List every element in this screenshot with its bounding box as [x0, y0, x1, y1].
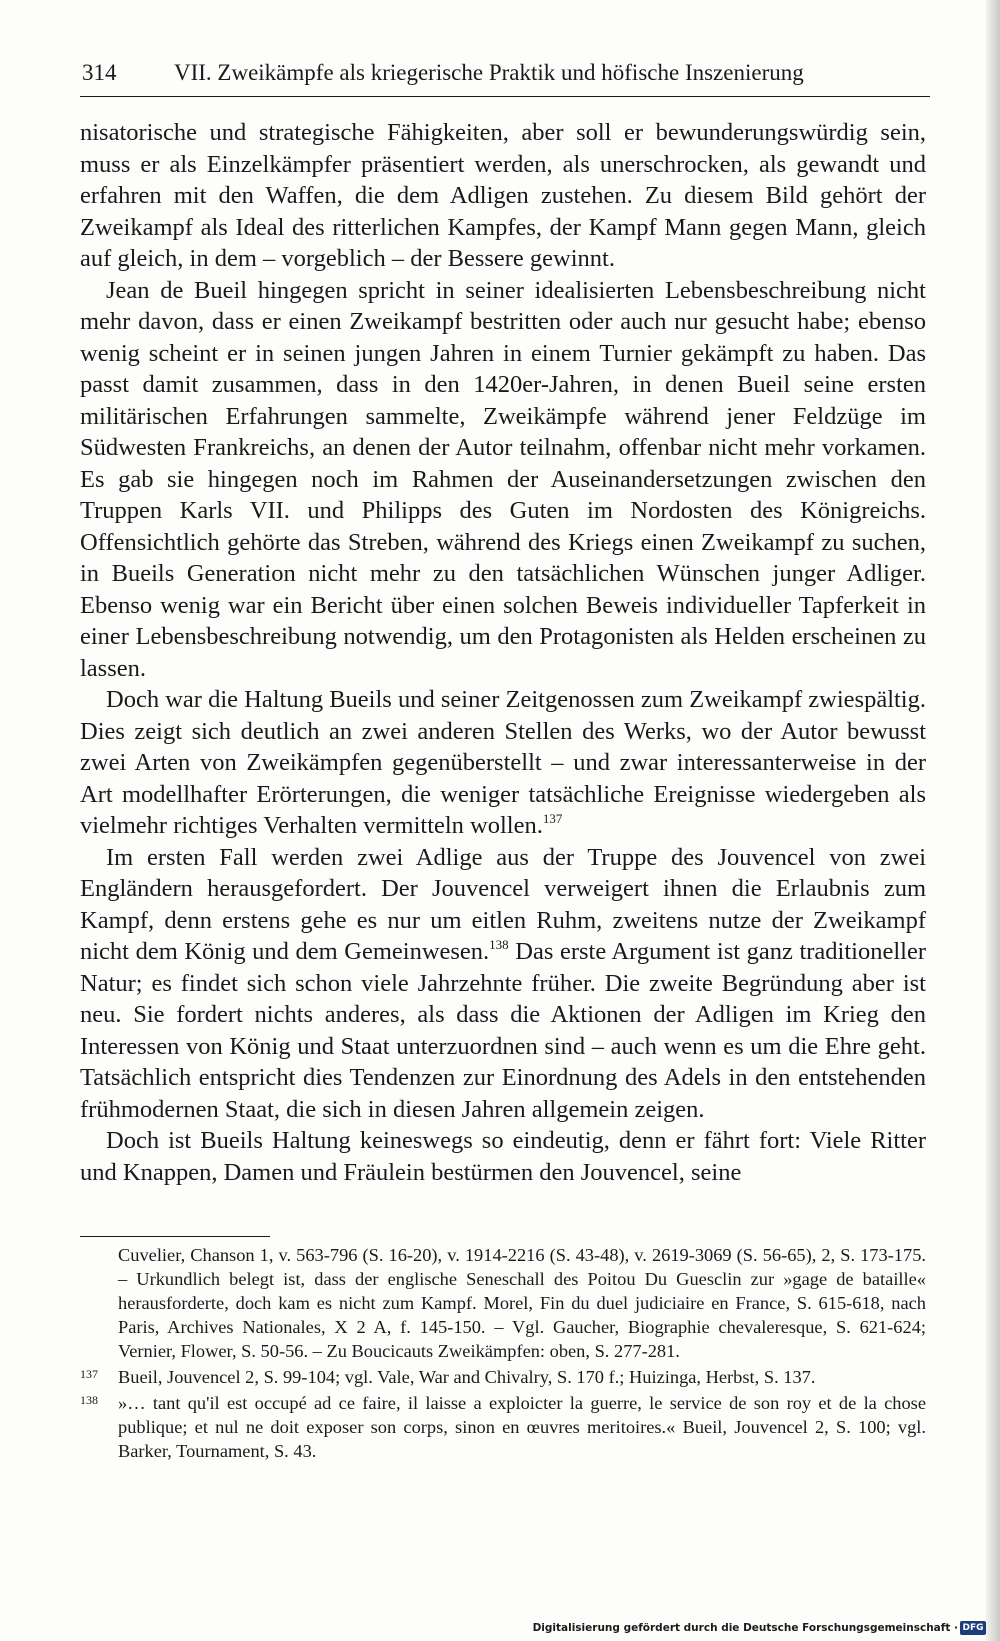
paragraph-3-text: Doch war die Haltung Bueils und seiner Zeitgenossen zum Zweikampf zwiespältig. Dies zeigt sich deutlich an zwei anderen Stellen des Werks, wo der Autor bewusst zwei Arten von Zweikämpfen gegenüberstellt – und zwar interessanterweise in der Art modellhafter Erörterungen, die weniger tatsächliche Ereignisse wiedergeben als vielmehr richtiges Verhalten vermitteln wollen.: [80, 686, 926, 839]
running-title: VII. Zweikämpfe als kriegerische Praktik und höfische Inszenierung: [174, 60, 804, 85]
footnote-text: Cuvelier, Chanson 1, v. 563-796 (S. 16-20), v. 1914-2216 (S. 43-48), v. 2619-3069 (S. 56-65), 2, S. 173-175. – Urkundlich belegt ist, dass der englische Seneschall des Poitou Du Guesclin zur »gage de bataille« herausforderte, doch kam es nicht zum Kampf. Morel, Fin du duel judiciaire en France, S. 615-618, nach Paris, Archives Nationales, X 2 A, f. 145-150. – Vgl. Gaucher, Biographie chevaleresque, S. 621-624; Vernier, Flower, S. 50-56. – Zu Boucicauts Zweikämpfen: oben, S. 277-281.: [118, 1245, 926, 1361]
footnote-136-continued: [80, 1243, 926, 1363]
footnote-137: [80, 1365, 926, 1389]
footnote-ref-138[interactable]: 138: [489, 937, 509, 952]
page-number: 314: [82, 60, 117, 85]
paragraph-4: [80, 842, 926, 1126]
footnotes: [80, 1243, 926, 1465]
main-text: [80, 117, 926, 1188]
footnote-138: [80, 1391, 926, 1463]
digitization-note: Digitalisierung gefördert durch die Deutsche Forschungsgemeinschaft ·: [532, 1622, 958, 1634]
scan-page-edge: [986, 0, 1000, 1641]
paragraph-4-text-b: Das erste Argument ist ganz traditioneller Natur; es findet sich schon viele Jahrzehnte früher. Die zweite Begründung aber ist neu. Sie fordert nichts anderes, als dass die Aktionen der Adligen im Krieg den Interessen von König und Staat unterzuordnen sind – auch wenn es um die Ehre geht. Tatsächlich entspricht dies Tendenzen zur Einordnung des Adels in den entstehenden frühmodernen Staat, die sich in diesen Jahren allgemein zeigen.: [80, 938, 926, 1123]
footnote-text: Bueil, Jouvencel 2, S. 99-104; vgl. Vale, War and Chivalry, S. 170 f.; Huizinga, Herbst, S. 137.: [118, 1367, 816, 1387]
header-rule: [80, 96, 930, 97]
footnote-rule: [80, 1236, 270, 1237]
paragraph-4-text-a: Im ersten Fall werden zwei Adlige aus der Truppe des Jouvencel von zwei Engländern herausgefordert. Der Jouvencel verweigert ihnen die Erlaubnis zum Kampf, denn erstens gehe es nur um eitlen Ruhm, zweitens nutze der Zweikampf nicht dem König und dem Gemeinwesen.: [80, 843, 926, 965]
footnote-text: »… tant qu'il est occupé ad ce faire, il laisse a exploicter la guerre, le service de son roy et de la chose publique; et nul ne doit exposer son corps, sinon en œuvres meritoires.« Bueil, Jouvencel 2, S. 100; vgl. Barker, Tournament, S. 43.: [118, 1393, 926, 1461]
footnote-ref-137[interactable]: 137: [542, 811, 563, 826]
paragraph-2: Jean de Bueil hingegen spricht in seiner idealisierten Lebensbeschreibung nicht mehr davon, dass er einen Zweikampf bestritten oder auch nur gesucht habe; ebenso wenig scheint er in seinen jungen Jahren in einem Turnier gekämpft zu haben. Das passt damit zusammen, dass in den 1420er-Jahren, in denen Bueil seine ersten militärischen Erfahrungen sammelte, Zweikämpfe während jener Feldzüge im Südwesten Frankreichs, an denen der Autor teilnahm, offenbar nicht mehr vorkamen. Es gab sie hingegen noch im Rahmen der Auseinandersetzungen zwischen den Truppen Karls VII. und Philipps des Guten im Nordosten des Königreichs. Offensichtlich gehörte das Streben, während des Kriegs einen Zweikampf zu suchen, in Bueils Generation nicht mehr zu den tatsächlichen Wünschen junger Adliger. Ebenso wenig war ein Bericht über einen solchen Beweis individueller Tapferkeit in einer Lebensbeschreibung notwendig, um den Protagonisten als Helden erscheinen zu lassen.: [80, 276, 926, 682]
paragraph-1: nisatorische und strategische Fähigkeiten, aber soll er bewunderungswürdig sein, muss er als Einzelkämpfer präsentiert werden, als unerschrocken, als gewandt und erfahren mit den Waffen, die dem Adligen zustehen. Zu diesem Bild gehört der Zweikampf als Ideal des ritterlichen Kampfes, der Kampf Mann gegen Mann, gleich auf gleich, in dem – vorgeblich – der Bessere gewinnt.: [80, 119, 926, 272]
paragraph-5: Doch ist Bueils Haltung keineswegs so eindeutig, denn er fährt fort: Viele Ritter und Knappen, Damen und Fräulein bestürmen den Jouvencel, seine: [80, 1127, 926, 1186]
footnote-number: 137: [80, 1367, 98, 1381]
running-header: [82, 58, 930, 88]
dfg-logo-icon: DFG: [960, 1621, 986, 1635]
paragraph-3: [80, 684, 926, 842]
footnote-number: 138: [80, 1393, 98, 1407]
